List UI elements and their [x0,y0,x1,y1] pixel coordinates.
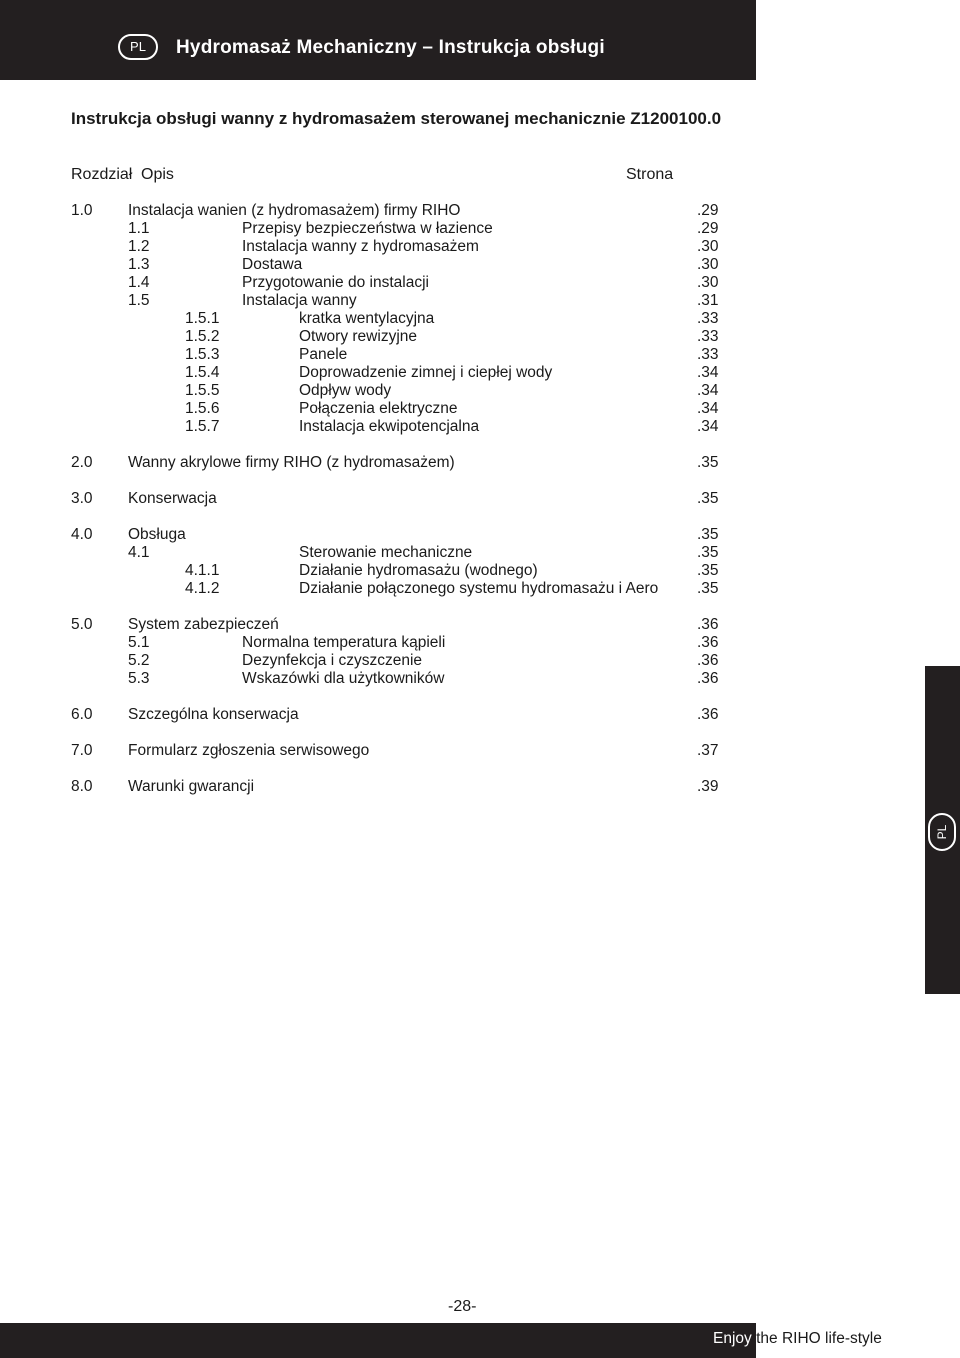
toc-entry-page: .36 [697,616,719,633]
toc-entry-number: 5.3 [128,670,150,687]
toc-entry-title: Normalna temperatura kąpieli [242,634,446,651]
toc-entry-title: Instalacja wanny z hydromasażem [242,238,479,255]
toc-entry-page: .36 [697,706,719,723]
toc-entry-page: .34 [697,364,719,381]
toc-entry-title: Przygotowanie do instalacji [242,274,429,291]
toc-entry [0,256,760,274]
toc-entry-number: 5.2 [128,652,150,669]
toc-entry [0,220,760,238]
toc-entry-page: .34 [697,400,719,417]
toc-entry-page: .34 [697,382,719,399]
toc-entry-page: .35 [697,544,719,561]
toc-entry [0,202,760,220]
toc-entry-title: Działanie hydromasażu (wodnego) [299,562,538,579]
toc-entry-number: 5.1 [128,634,150,651]
toc-entry-number: 1.5.2 [185,328,220,345]
toc-entry-number: 4.0 [71,526,93,543]
toc-entry-title: Panele [299,346,348,363]
toc-entry-title: Szczególna konserwacja [128,706,299,723]
toc-entry-number: 1.5.3 [185,346,220,363]
toc-entry-title: System zabezpieczeń [128,616,279,633]
toc-entry [0,328,760,346]
toc-entry-page: .33 [697,346,719,363]
side-language-badge-text: PL [935,824,949,840]
toc-entry-title: Warunki gwarancji [128,778,255,795]
toc-entry [0,670,760,688]
toc-entry-page: .37 [697,742,719,759]
toc-entry-number: 4.1.1 [185,562,220,579]
toc-entry [0,526,760,544]
toc-entry-page: .35 [697,580,719,597]
toc-entry-page: .33 [697,328,719,345]
toc-entry-page: .31 [697,292,719,309]
toc-entry-number: 1.5.4 [185,364,220,381]
toc-entry [0,544,760,562]
toc-entry-number: 1.5.5 [185,382,220,399]
toc-entry-number: 4.1.2 [185,580,220,597]
toc-entry-title: Połączenia elektryczne [299,400,458,417]
toc-entry-number: 1.2 [128,238,150,255]
toc-entry-number: 1.5 [128,292,150,309]
toc-entry-number: 1.5.6 [185,400,220,417]
toc-entry-number: 1.0 [71,202,93,219]
toc-entry-number: 2.0 [71,454,93,471]
toc-entry-number: 1.5.1 [185,310,220,327]
toc-entry [0,706,760,724]
toc-entry-number: 1.5.7 [185,418,220,435]
toc-entry-page: .29 [697,202,719,219]
toc-entry-page: .35 [697,526,719,543]
toc-entry [0,418,760,436]
toc-entry-title: Instalacja ekwipotencjalna [299,418,480,435]
toc-entry-page: .36 [697,634,719,651]
footer-band [0,1323,756,1358]
header-title: Hydromasaż Mechaniczny – Instrukcja obsługi [176,37,605,58]
toc-entry-page: .30 [697,238,719,255]
toc-entry-title: Sterowanie mechaniczne [299,544,473,561]
toc-entry-number: 1.3 [128,256,150,273]
toc-entry-title: Instalacja wanien (z hydromasażem) firmy RIHO [128,202,461,219]
toc-entry [0,274,760,292]
toc-entry-page: .36 [697,670,719,687]
toc-entry-number: 6.0 [71,706,93,723]
toc-entry-title: Instalacja wanny [242,292,357,309]
toc-entry [0,742,760,760]
column-header-page: Strona [626,166,674,183]
toc-entry-page: .39 [697,778,719,795]
toc-entry-page: .29 [697,220,719,237]
toc-entry [0,364,760,382]
column-header-section: Rozdział [71,166,133,183]
toc-entry-title: kratka wentylacyjna [299,310,435,327]
toc-entry-title: Wanny akrylowe firmy RIHO (z hydromasażem) [128,454,455,471]
toc-entry-title: Obsługa [128,526,186,543]
page-number: -28- [448,1298,477,1315]
toc-entry [0,310,760,328]
toc-entry-title: Przepisy bezpieczeństwa w łazience [242,220,493,237]
toc-entry [0,562,760,580]
toc-entry [0,400,760,418]
toc-entry [0,238,760,256]
toc-entry-title: Konserwacja [128,490,217,507]
toc-entry [0,292,760,310]
toc-entry-page: .34 [697,418,719,435]
toc-entry-number: 8.0 [71,778,93,795]
toc-entry [0,454,760,472]
toc-entry [0,652,760,670]
footer-slogan-part2: the RIHO life-style [756,1330,882,1347]
toc-entry-number: 5.0 [71,616,93,633]
toc-entry [0,382,760,400]
toc-entry-title: Wskazówki dla użytkowników [242,670,445,687]
toc-entry [0,778,760,796]
language-badge: PL [118,34,158,60]
footer-slogan [713,1330,882,1348]
toc-entry-number: 4.1 [128,544,150,561]
toc-entry [0,616,760,634]
toc-entry-title: Otwory rewizyjne [299,328,417,345]
toc-entry-number: 1.4 [128,274,150,291]
toc-entry-title: Dostawa [242,256,303,273]
toc-entry [0,580,760,598]
footer-slogan-part1: Enjoy [713,1330,752,1347]
toc-entry-title: Formularz zgłoszenia serwisowego [128,742,370,759]
toc-entry-number: 3.0 [71,490,93,507]
toc-entry [0,490,760,508]
toc-entry-title: Doprowadzenie zimnej i ciepłej wody [299,364,553,381]
toc-entry-page: .35 [697,562,719,579]
toc-entry-title: Dezynfekcja i czyszczenie [242,652,423,669]
toc-entry-page: .30 [697,256,719,273]
toc-entry-number: 7.0 [71,742,93,759]
toc-entry-title: Działanie połączonego systemu hydromasażu i Aero [299,580,659,597]
toc-entry-page: .35 [697,490,719,507]
document-title: Instrukcja obsługi wanny z hydromasażem sterowanej mechanicznie Z1200100.0 [71,109,722,128]
toc-entry-title: Odpływ wody [299,382,392,399]
toc-entry-page: .35 [697,454,719,471]
toc-entry [0,346,760,364]
toc-entry-page: .30 [697,274,719,291]
toc-entry-page: .36 [697,652,719,669]
column-header-description: Opis [141,166,174,183]
toc-entry [0,634,760,652]
toc-entry-number: 1.1 [128,220,150,237]
toc-entry-page: .33 [697,310,719,327]
header-band [0,0,756,80]
